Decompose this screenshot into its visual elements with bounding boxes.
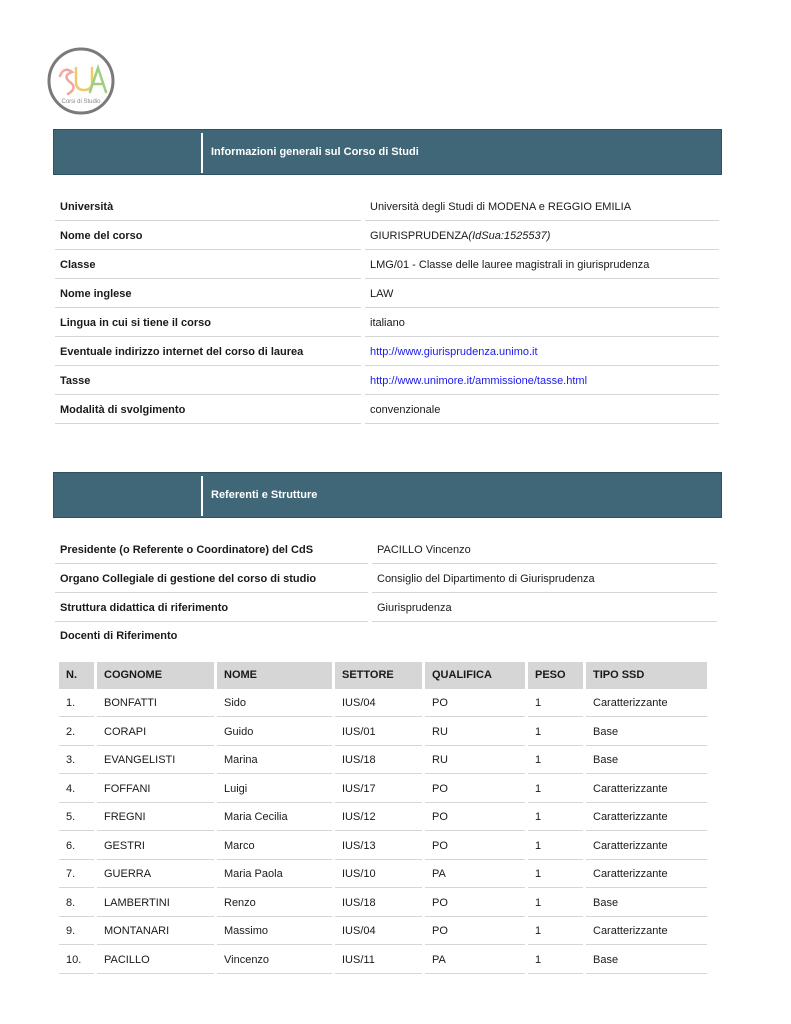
row-label: Lingua in cui si tiene il corso	[55, 309, 361, 337]
table-cell-nome: Renzo	[217, 889, 332, 917]
table-cell-peso: 1	[528, 917, 583, 945]
column-header-peso: PESO	[528, 662, 583, 689]
table-cell-cognome: FREGNI	[97, 803, 214, 831]
table-cell-n: 10.	[59, 946, 94, 974]
table-cell-n: 3.	[59, 746, 94, 774]
table-cell-tipo-ssd: Caratterizzante	[586, 832, 707, 860]
table-cell-settore: IUS/11	[335, 946, 422, 974]
table-cell-tipo-ssd: Caratterizzante	[586, 860, 707, 888]
row-value-text: convenzionale	[370, 404, 441, 416]
table-cell-n: 9.	[59, 917, 94, 945]
table-cell-qualifica: PO	[425, 832, 525, 860]
table-cell-qualifica: PO	[425, 775, 525, 803]
table-cell-settore: IUS/18	[335, 746, 422, 774]
row-value-text: PACILLO Vincenzo	[377, 544, 471, 556]
table-cell-settore: IUS/01	[335, 718, 422, 746]
table-cell-cognome: BONFATTI	[97, 689, 214, 717]
row-value-text: Università degli Studi di MODENA e REGGIO EMILIA	[370, 201, 632, 213]
row-value	[365, 338, 719, 366]
table-cell-n: 1.	[59, 689, 94, 717]
row-label: Modalità di svolgimento	[55, 396, 361, 424]
table-cell-tipo-ssd: Caratterizzante	[586, 803, 707, 831]
table-cell-qualifica: PA	[425, 946, 525, 974]
row-link[interactable]: http://www.unimore.it/ammissione/tasse.html	[370, 375, 588, 387]
row-label: Organo Collegiale di gestione del corso di studio	[55, 565, 368, 593]
table-cell-nome: Maria Paola	[217, 860, 332, 888]
table-cell-qualifica: PA	[425, 860, 525, 888]
table-cell-qualifica: RU	[425, 718, 525, 746]
header-divider	[201, 476, 203, 516]
table-cell-nome: Massimo	[217, 917, 332, 945]
table-cell-peso: 1	[528, 718, 583, 746]
table-cell-qualifica: RU	[425, 746, 525, 774]
header-divider	[201, 133, 203, 173]
row-value-text: Consiglio del Dipartimento di Giurisprudenza	[377, 573, 595, 585]
row-value	[372, 565, 717, 593]
sua-logo	[46, 46, 116, 116]
docenti-title: Docenti di Riferimento	[60, 630, 178, 642]
row-link[interactable]: http://www.giurisprudenza.unimo.it	[370, 346, 538, 358]
row-label: Struttura didattica di riferimento	[55, 594, 368, 622]
table-cell-cognome: FOFFANI	[97, 775, 214, 803]
column-header-qualifica: QUALIFICA	[425, 662, 525, 689]
table-cell-n: 6.	[59, 832, 94, 860]
table-cell-tipo-ssd: Base	[586, 889, 707, 917]
row-value	[372, 594, 717, 622]
table-cell-peso: 1	[528, 946, 583, 974]
table-cell-peso: 1	[528, 889, 583, 917]
table-cell-cognome: EVANGELISTI	[97, 746, 214, 774]
table-cell-cognome: GUERRA	[97, 860, 214, 888]
column-header-settore: SETTORE	[335, 662, 422, 689]
row-value	[365, 193, 719, 221]
table-cell-settore: IUS/12	[335, 803, 422, 831]
row-value-text: LAW	[370, 288, 394, 300]
table-cell-cognome: PACILLO	[97, 946, 214, 974]
table-cell-settore: IUS/04	[335, 917, 422, 945]
row-value	[365, 367, 719, 395]
table-cell-tipo-ssd: Caratterizzante	[586, 917, 707, 945]
table-cell-tipo-ssd: Base	[586, 718, 707, 746]
row-label: Università	[55, 193, 361, 221]
row-value	[365, 222, 719, 250]
table-cell-qualifica: PO	[425, 889, 525, 917]
table-cell-n: 5.	[59, 803, 94, 831]
column-header-nome: NOME	[217, 662, 332, 689]
row-value	[372, 536, 717, 564]
section-header-info	[53, 129, 722, 175]
row-label: Classe	[55, 251, 361, 279]
row-label: Nome inglese	[55, 280, 361, 308]
table-cell-peso: 1	[528, 860, 583, 888]
table-cell-n: 4.	[59, 775, 94, 803]
svg-text:SUA: SUA	[46, 46, 49, 47]
row-value	[365, 309, 719, 337]
section-header-referenti	[53, 472, 722, 518]
row-label: Nome del corso	[55, 222, 361, 250]
table-cell-peso: 1	[528, 803, 583, 831]
section-title: Informazioni generali sul Corso di Studi	[211, 146, 419, 158]
table-cell-settore: IUS/13	[335, 832, 422, 860]
table-cell-tipo-ssd: Base	[586, 746, 707, 774]
column-header-cognome: COGNOME	[97, 662, 214, 689]
table-cell-cognome: CORAPI	[97, 718, 214, 746]
section-title: Referenti e Strutture	[211, 489, 318, 501]
svg-text:Corsi di Studio: Corsi di Studio	[61, 99, 101, 105]
column-header-n: N.	[59, 662, 94, 689]
row-value-text: GIURISPRUDENZA	[370, 230, 469, 242]
table-cell-peso: 1	[528, 746, 583, 774]
row-label: Tasse	[55, 367, 361, 395]
table-cell-qualifica: PO	[425, 803, 525, 831]
table-cell-tipo-ssd: Caratterizzante	[586, 775, 707, 803]
row-value	[365, 396, 719, 424]
table-cell-tipo-ssd: Base	[586, 946, 707, 974]
row-value	[365, 280, 719, 308]
table-cell-n: 2.	[59, 718, 94, 746]
table-cell-qualifica: PO	[425, 689, 525, 717]
row-label: Presidente (o Referente o Coordinatore) del CdS	[55, 536, 368, 564]
table-cell-nome: Luigi	[217, 775, 332, 803]
row-value-text: italiano	[370, 317, 405, 329]
row-value-text: LMG/01 - Classe delle lauree magistrali in giurisprudenza	[370, 259, 650, 271]
row-value	[365, 251, 719, 279]
table-cell-nome: Marco	[217, 832, 332, 860]
table-cell-nome: Marina	[217, 746, 332, 774]
table-cell-tipo-ssd: Caratterizzante	[586, 689, 707, 717]
table-cell-nome: Vincenzo	[217, 946, 332, 974]
table-cell-settore: IUS/04	[335, 689, 422, 717]
table-cell-settore: IUS/18	[335, 889, 422, 917]
table-cell-qualifica: PO	[425, 917, 525, 945]
row-value-text: Giurisprudenza	[377, 602, 452, 614]
table-cell-settore: IUS/10	[335, 860, 422, 888]
table-cell-settore: IUS/17	[335, 775, 422, 803]
row-value-id: (IdSua:1525537)	[468, 230, 551, 242]
table-cell-peso: 1	[528, 689, 583, 717]
column-header-tipo-ssd: TIPO SSD	[586, 662, 707, 689]
table-cell-n: 7.	[59, 860, 94, 888]
table-cell-n: 8.	[59, 889, 94, 917]
table-cell-nome: Maria Cecilia	[217, 803, 332, 831]
table-cell-cognome: MONTANARI	[97, 917, 214, 945]
table-cell-nome: Guido	[217, 718, 332, 746]
table-cell-cognome: GESTRI	[97, 832, 214, 860]
table-cell-nome: Sido	[217, 689, 332, 717]
table-cell-peso: 1	[528, 832, 583, 860]
row-label: Eventuale indirizzo internet del corso di laurea	[55, 338, 361, 366]
table-cell-cognome: LAMBERTINI	[97, 889, 214, 917]
table-cell-peso: 1	[528, 775, 583, 803]
